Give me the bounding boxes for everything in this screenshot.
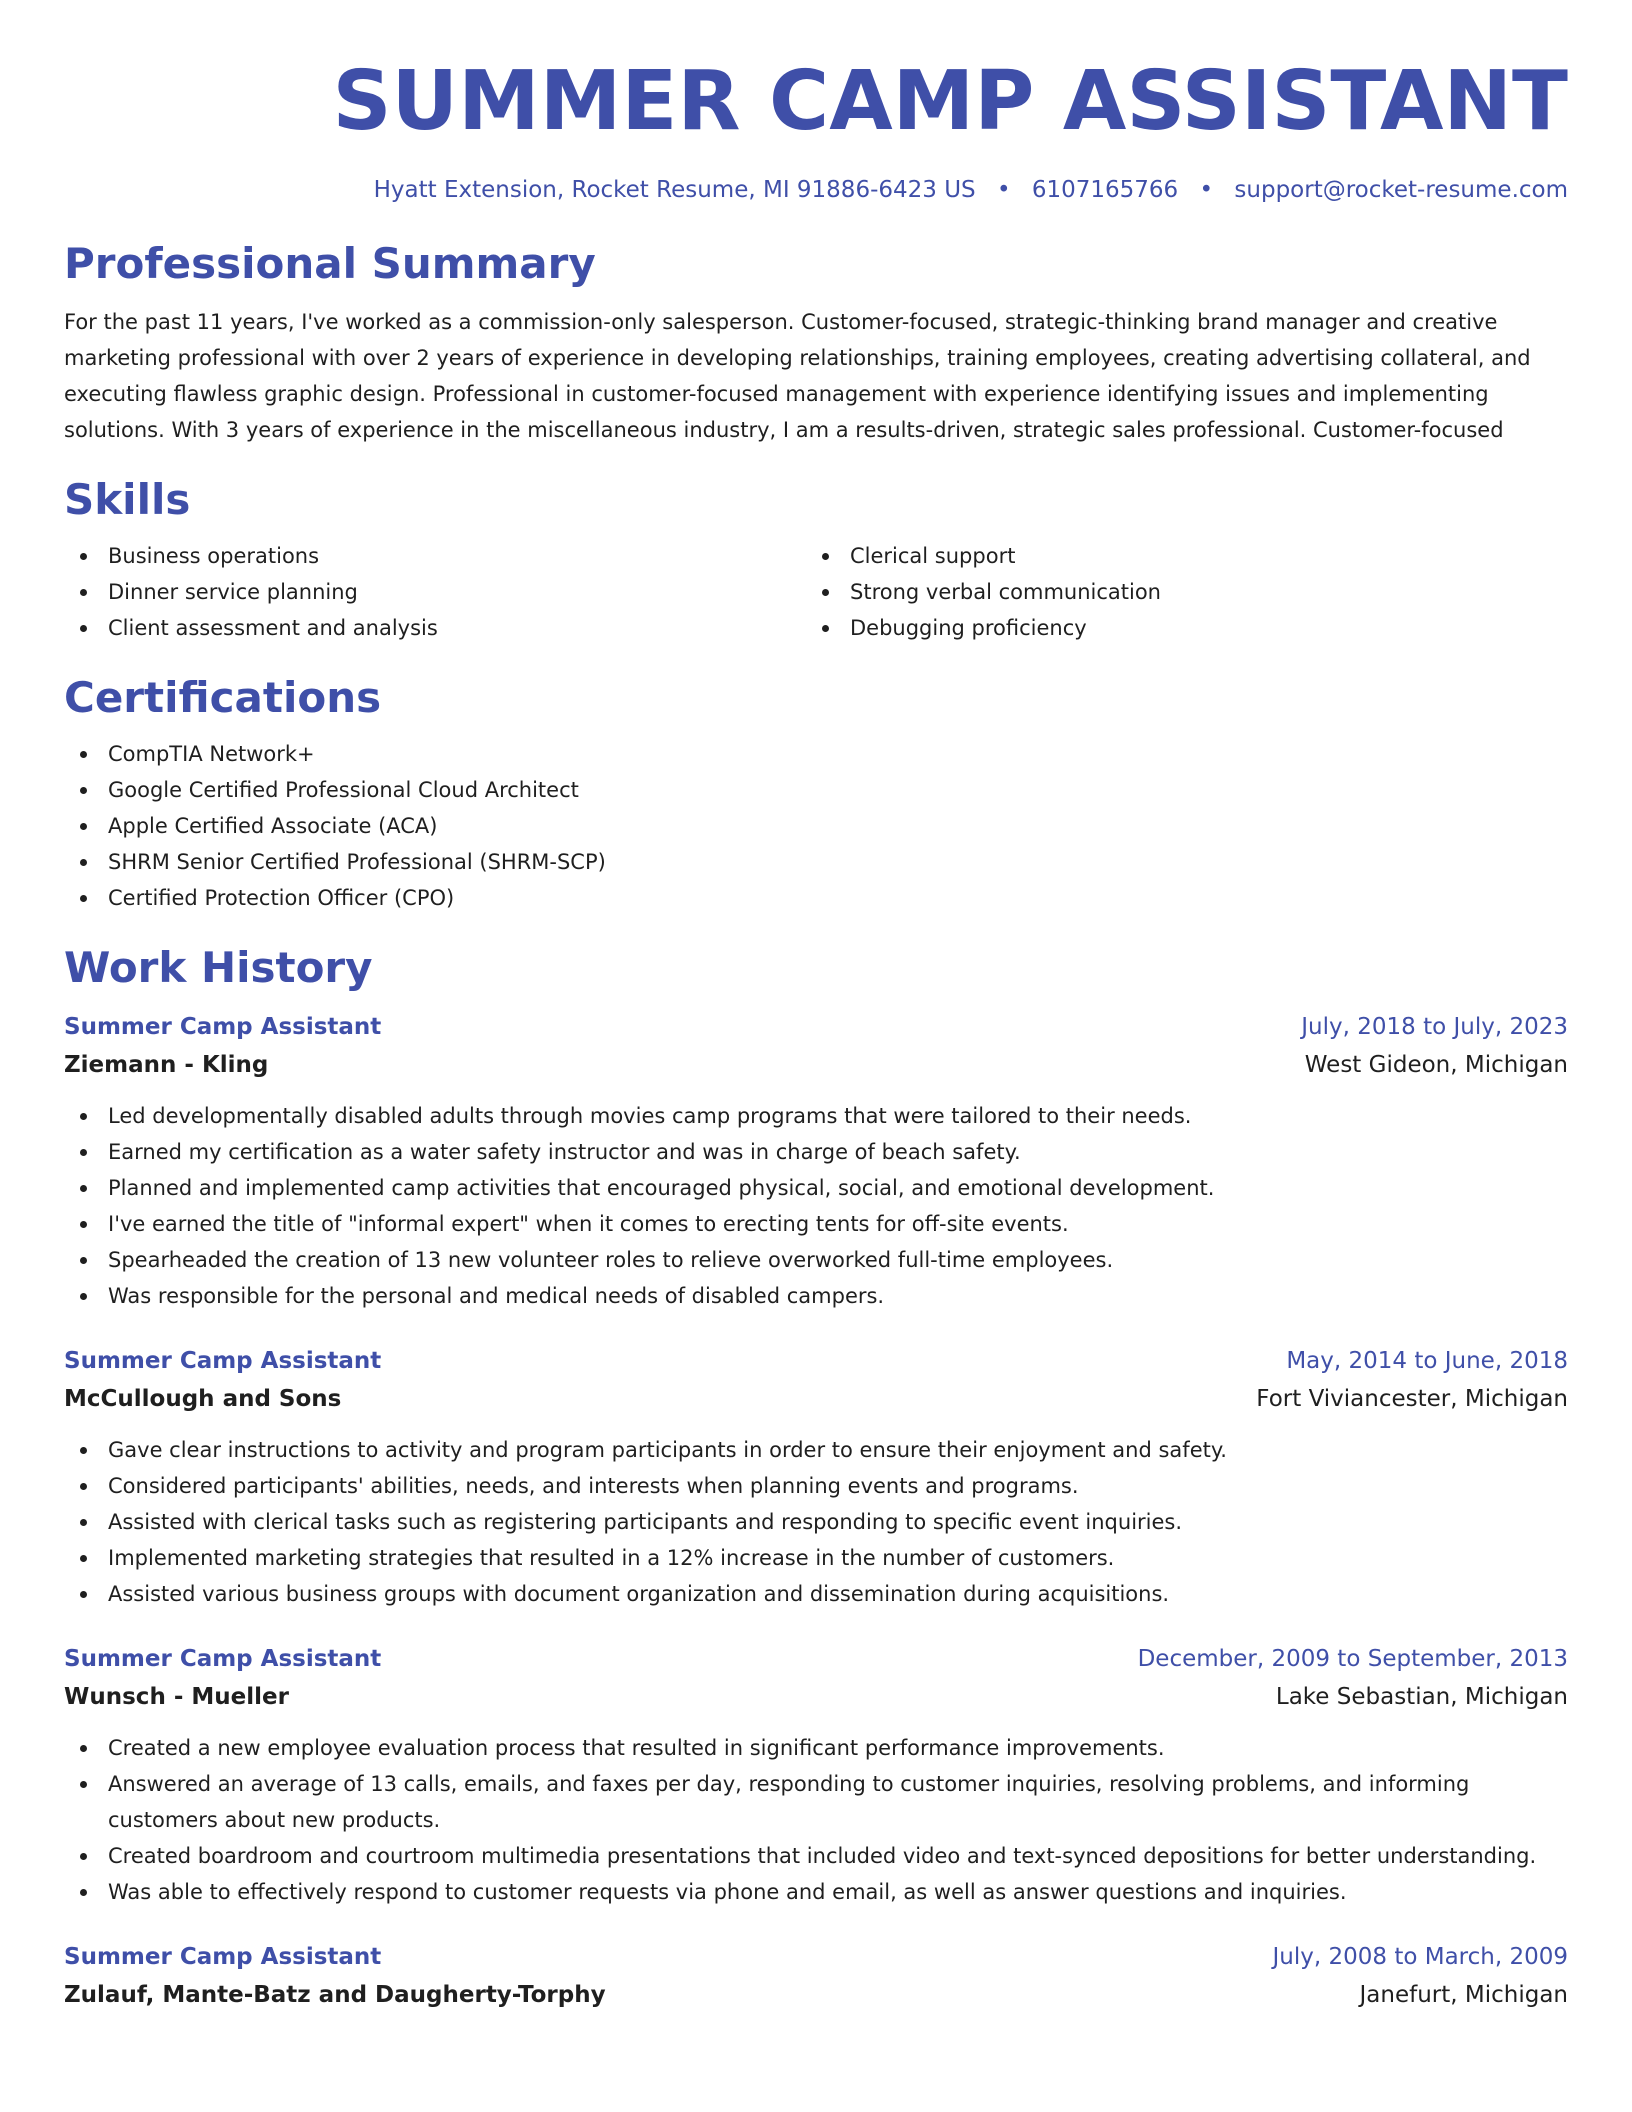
- job-dates: May, 2014 to June, 2018: [1286, 1348, 1568, 1374]
- job-bullet: Was able to effectively respond to customer requests via phone and email, as well as answer questions and inquiries.: [64, 1874, 1568, 1910]
- job-bullets: [64, 1730, 1568, 1910]
- certification-item: Apple Certified Associate (ACA): [64, 808, 1568, 844]
- skills-column-left: [64, 538, 806, 646]
- job-bullet: Assisted with clerical tasks such as registering participants and responding to specific event inquiries.: [64, 1504, 1568, 1540]
- resume-header: [64, 0, 1568, 206]
- skill-item: Debugging proficiency: [806, 610, 1548, 646]
- job-title-row: [64, 1640, 1568, 1678]
- job-company: Zulauf, Mante-Batz and Daugherty-Torphy: [64, 1982, 606, 2008]
- job-title: Summer Camp Assistant: [64, 1014, 382, 1040]
- certification-item: Certified Protection Officer (CPO): [64, 880, 1568, 916]
- resume-name: SUMMER CAMP ASSISTANT: [332, 54, 1568, 149]
- job-entry: [64, 1342, 1568, 1612]
- job-entry: [64, 1938, 1568, 2014]
- skill-item: Clerical support: [806, 538, 1548, 574]
- job-location: West Gideon, Michigan: [1304, 1052, 1568, 1078]
- skills-column-right: [806, 538, 1548, 646]
- job-bullet: Was responsible for the personal and medical needs of disabled campers.: [64, 1278, 1568, 1314]
- job-dates: December, 2009 to September, 2013: [1137, 1646, 1568, 1672]
- job-company-row: [64, 1678, 1568, 1716]
- job-title-row: [64, 1008, 1568, 1046]
- job-bullet: I've earned the title of "informal expert" when it comes to erecting tents for off-site events.: [64, 1206, 1568, 1242]
- contact-separator: •: [996, 177, 1011, 203]
- summary-heading: Professional Summary: [64, 239, 596, 288]
- skill-item: Client assessment and analysis: [64, 610, 806, 646]
- job-bullet: Earned my certification as a water safety instructor and was in charge of beach safety.: [64, 1134, 1568, 1170]
- certifications-heading: Certifications: [64, 673, 382, 722]
- job-title: Summer Camp Assistant: [64, 1646, 382, 1672]
- job-title: Summer Camp Assistant: [64, 1348, 382, 1374]
- job-location: Lake Sebastian, Michigan: [1275, 1684, 1568, 1710]
- job-entry: [64, 1640, 1568, 1910]
- skill-item: Dinner service planning: [64, 574, 806, 610]
- contact-address: Hyatt Extension, Rocket Resume, MI 91886-6423 US: [373, 177, 976, 203]
- contact-separator: •: [1199, 177, 1214, 203]
- job-bullet: Created a new employee evaluation process that resulted in significant performance improvements.: [64, 1730, 1568, 1766]
- job-company: McCullough and Sons: [64, 1386, 342, 1412]
- certifications-section: [64, 672, 1568, 916]
- work-history-section: [64, 942, 1568, 2014]
- job-entry: [64, 1008, 1568, 1314]
- certification-item: CompTIA Network+: [64, 736, 1568, 772]
- job-bullet: Created boardroom and courtroom multimedia presentations that included video and text-synced depositions for better understanding.: [64, 1838, 1568, 1874]
- summary-section: [64, 238, 1568, 448]
- job-title-row: [64, 1938, 1568, 1976]
- job-bullet: Planned and implemented camp activities that encouraged physical, social, and emotional development.: [64, 1170, 1568, 1206]
- skills-grid: [64, 538, 1568, 646]
- skills-heading: Skills: [64, 475, 191, 524]
- certification-item: Google Certified Professional Cloud Architect: [64, 772, 1568, 808]
- job-bullet: Implemented marketing strategies that resulted in a 12% increase in the number of customers.: [64, 1540, 1568, 1576]
- job-dates: July, 2018 to July, 2023: [1301, 1014, 1568, 1040]
- job-bullets: [64, 1098, 1568, 1314]
- work-history-heading: Work History: [64, 943, 373, 992]
- summary-text: For the past 11 years, I've worked as a commission-only salesperson. Customer-focused, strategic-thinking brand manager and creative marketing professional with over 2 years of experience in developing relationships, training employees, creating advertising collateral, and executing flawless graphic design. Professional in customer-focused management with experience identifying issues and implementing solutions. With 3 years of experience in the miscellaneous industry, I am a results-driven, strategic sales professional. Customer-focused: [64, 310, 1531, 442]
- job-bullet: Answered an average of 13 calls, emails, and faxes per day, responding to customer inquiries, resolving problems, and informing customers about new products.: [64, 1766, 1568, 1838]
- job-bullet: Considered participants' abilities, needs, and interests when planning events and programs.: [64, 1468, 1568, 1504]
- job-bullet: Assisted various business groups with document organization and dissemination during acquisitions.: [64, 1576, 1568, 1612]
- contact-phone: 6107165766: [1031, 177, 1179, 203]
- job-company: Wunsch - Mueller: [64, 1684, 289, 1710]
- job-bullet: Led developmentally disabled adults through movies camp programs that were tailored to their needs.: [64, 1098, 1568, 1134]
- skill-item: Strong verbal communication: [806, 574, 1548, 610]
- contact-line: [64, 174, 1568, 206]
- job-location: Fort Viviancester, Michigan: [1256, 1386, 1568, 1412]
- contact-email: support@rocket-resume.com: [1234, 177, 1568, 203]
- job-company-row: [64, 1380, 1568, 1418]
- job-bullet: Spearheaded the creation of 13 new volunteer roles to relieve overworked full-time employees.: [64, 1242, 1568, 1278]
- skills-section: [64, 474, 1568, 646]
- job-company-row: [64, 1976, 1568, 2014]
- job-title: Summer Camp Assistant: [64, 1944, 382, 1970]
- certification-item: SHRM Senior Certified Professional (SHRM-SCP): [64, 844, 1568, 880]
- job-bullets: [64, 1432, 1568, 1612]
- job-title-row: [64, 1342, 1568, 1380]
- job-bullet: Gave clear instructions to activity and program participants in order to ensure their enjoyment and safety.: [64, 1432, 1568, 1468]
- job-company: Ziemann - Kling: [64, 1052, 269, 1078]
- job-company-row: [64, 1046, 1568, 1084]
- skill-item: Business operations: [64, 538, 806, 574]
- job-location: Janefurt, Michigan: [1359, 1982, 1568, 2008]
- job-dates: July, 2008 to March, 2009: [1272, 1944, 1568, 1970]
- certifications-list: [64, 736, 1568, 916]
